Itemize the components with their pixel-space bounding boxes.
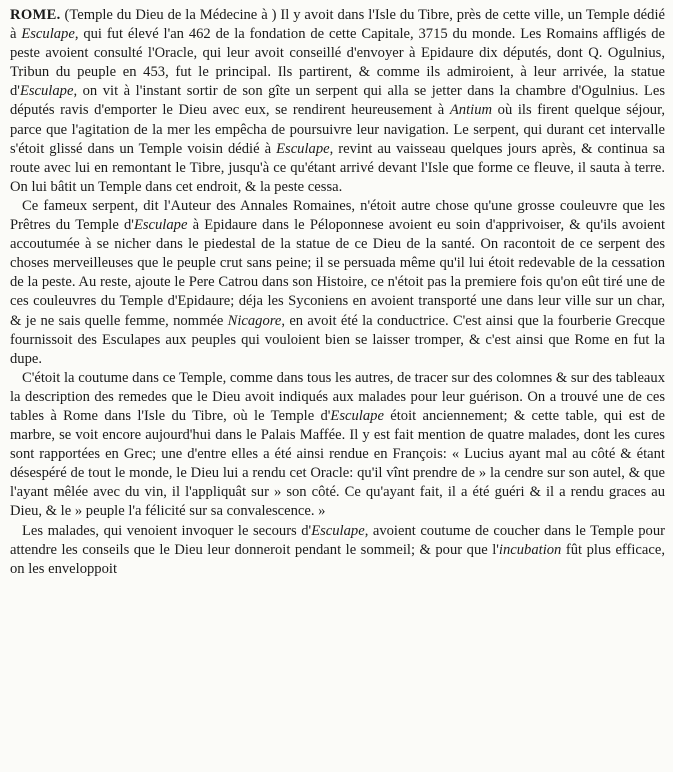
headword: ROME. xyxy=(10,7,61,23)
p2-seg-0: Ce fameux serpent, dit l'Auteur des Annales Romaines, n'étoit autre chose qu'une grosse couleuvre que les Prêtres du Temple d' xyxy=(10,197,665,234)
paragraph-3 xyxy=(10,369,665,522)
p1-seg-6: où ils firent quelque séjour, parce que l'agitation de la mer les empêcha de poursuivre leur navigation. Le serpent, qui durant cet intervalle s'étoit glissé dans un Temple voisin dédié à xyxy=(10,102,665,157)
paragraph-2 xyxy=(10,197,665,369)
p1-seg-8: , revint au vaisseau quelques jours après, & continua sa route avec lui en remontant le Tibre, jusqu'à ce qu'étant arrivé devant l'Isle que forme ce fleuve, il sauta à terre. On lui bâtit un Temple dans cet endroit, & la peste cessa. xyxy=(10,140,665,195)
p1-seg-5: Antium xyxy=(449,102,493,119)
p2-seg-2: à Epidaure dans le Péloponnese avoient eu soin d'apprivoiser, & qu'ils avoient accoutumée à se nicher dans le piedestal de la statue de ce Dieu de la santé. On racontoit de ce serpent des choses merveilleuses que le peuple crut sans peine; il se persuada même qu'il lui étoit redevable de la cessation de la peste. Au reste, ajoute le Pere Catrou dans son Histoire, ce n'étoit pas la premiere fois qu'on eût tiré une de ces couleuvres du Temple d'Epidaure; déja les Syconiens en avoient transporté une dans leur ville sur un char, & je ne sais quelle femme, nommée xyxy=(10,217,666,329)
p1-seg-1: Esculape xyxy=(21,26,75,43)
p1-seg-2: , qui fut élevé l'an 462 de la fondation de cette Capitale, 3715 du monde. Les Romains affligés de peste avoient consulté l'Oracle, qui leur avoit conseillé d'envoyer à Epidaure dix députés, dont Q. Ogulnius, Tribun du peuple en 453, fut le principal. Ils partirent, & comme ils admiroient, à leur arrivée, la statue d' xyxy=(10,26,665,100)
p4-seg-1: Esculape xyxy=(311,522,365,539)
article-body xyxy=(10,6,665,579)
p4-seg-0: Les malades, qui venoient invoquer le secours d' xyxy=(22,522,312,539)
p1-seg-3: Esculape xyxy=(19,83,74,100)
paragraph-1 xyxy=(10,6,665,197)
p1-seg-4: , on vit à l'instant sortir de son gîte un serpent qui alla se jetter dans la chambre d'Ogulnius. Les députés ravis d'emporter le Dieu avec eux, se rendirent heureusement à xyxy=(10,83,665,119)
p3-seg-2: étoit anciennement; & cette table, qui est de marbre, se voit encore aujourd'hui dans le Palais Maffée. Il y est fait mention de quatre malades, dont les cures sont rapportées en Grec; une d'entre elles a été ainsi rendue en François: « Lucius ayant mal au côté & étant désespéré de tout le monde, le Dieu lui a rendu cet Oracle: qu'il vînt prendre de » la cendre sur son autel, & que l'ayant mêlée avec du vin, il l'appliquât sur » son côté. Ce qu'ayant fait, il a été guéri & il a rendu graces au Dieu, & le » peuple l'a félicité sur sa convalescence. » xyxy=(10,407,665,520)
p1-seg-7: Esculape xyxy=(276,140,330,157)
p2-seg-1: Esculape xyxy=(133,217,188,234)
p4-seg-4: fût plus efficace, on les enveloppoit xyxy=(10,541,665,577)
p2-seg-4: , en avoit été la conductrice. C'est ainsi que la fourberie Grecque fournissoit des Esculapes aux peuples qui vouloient bien se laisser tromper, & c'est ainsi que Rome en fut la dupe. xyxy=(10,312,665,367)
p4-seg-2: , avoient coutume de coucher dans le Temple pour attendre les conseils que le Dieu leur donneroit pendant le sommeil; & pour que l' xyxy=(10,522,665,558)
p1-seg-0: (Temple du Dieu de la Médecine à ) Il y avoit dans l'Isle du Tibre, près de cette ville, un Temple dédié à xyxy=(10,7,665,43)
p4-seg-3: incubation xyxy=(498,541,562,558)
p3-seg-0: C'étoit la coutume dans ce Temple, comme dans tous les autres, de tracer sur des colomnes & sur des tableaux la description des remedes que le Dieu avoit indiqués aux malades pour leur guérison. On a trouvé une de ces tables à Rome dans l'Isle du Tibre, où le Temple d' xyxy=(10,369,665,424)
p3-seg-1: Esculape xyxy=(330,407,384,424)
p2-seg-3: Nicagore xyxy=(227,312,282,329)
paragraph-4 xyxy=(10,522,665,579)
